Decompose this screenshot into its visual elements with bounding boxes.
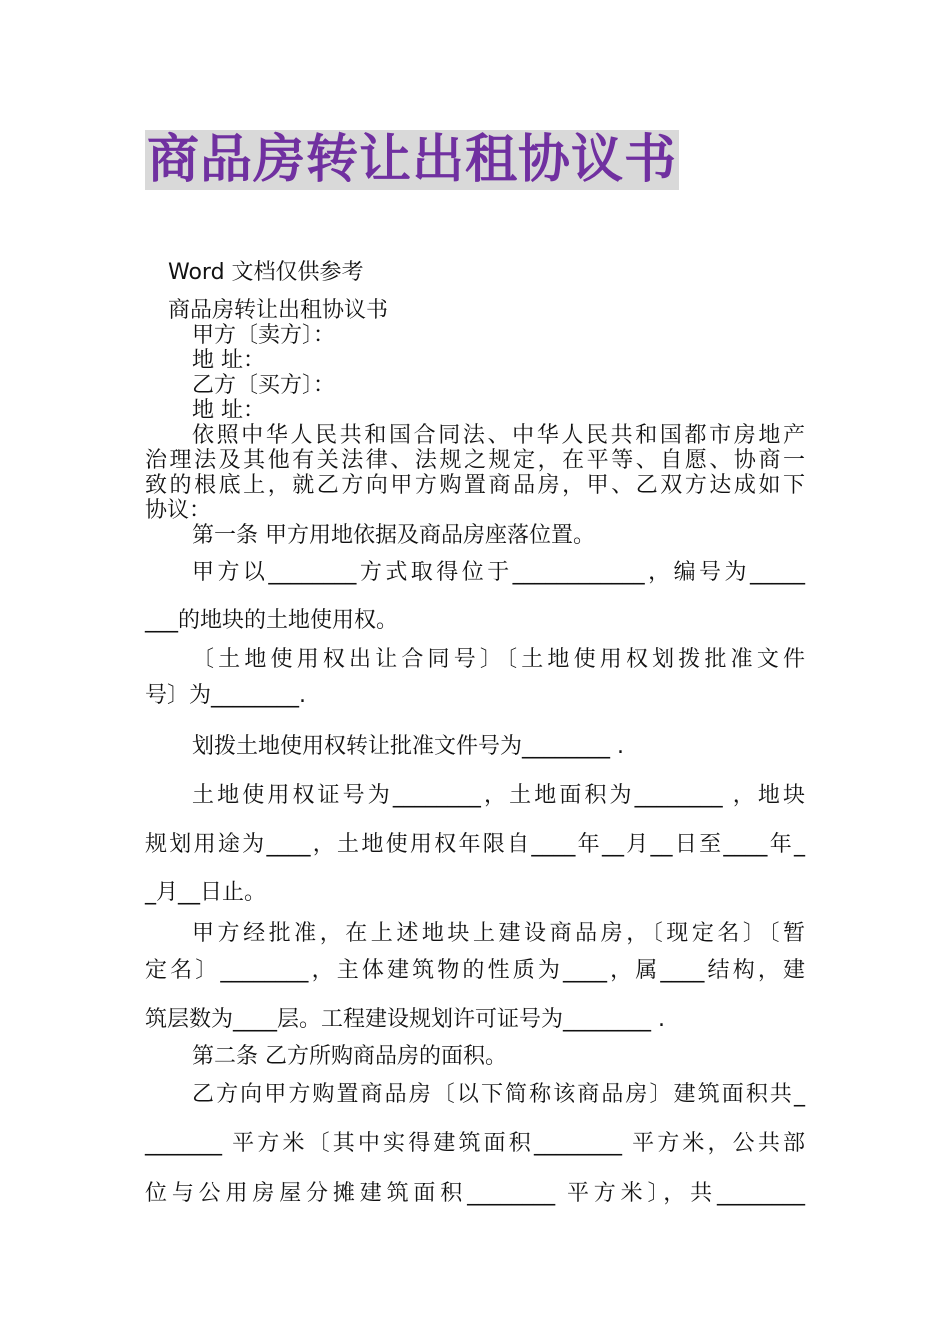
- party-a-label: 甲方〔卖方〕：: [192, 323, 336, 348]
- body-line: _月__日止。: [145, 880, 267, 905]
- intro-line: 致的根底上，就乙方向甲方购置商品房，甲、乙双方达成如下: [145, 473, 805, 498]
- address-a-label: 地 址：: [192, 348, 265, 373]
- body-line: 规划用途为____，土地使用权年限自____年__月__日至____年_: [145, 832, 805, 857]
- body-line: 划拨土地使用权转让批准文件号为________ .: [192, 734, 624, 759]
- document-title: 商品房转让出租协议书: [147, 130, 678, 190]
- intro-line: 协议：: [145, 498, 212, 523]
- header-note: Word 文档仅供参考: [168, 260, 364, 285]
- body-line: ___的地块的土地使用权。: [145, 608, 399, 633]
- document-title-highlight: [145, 130, 679, 190]
- article-2-title: 第二条 乙方所购商品房的面积。: [192, 1044, 507, 1069]
- body-line: 土地使用权证号为________，土地面积为________ ，地块: [192, 783, 805, 808]
- body-line: _______ 平方米〔其中实得建筑面积________ 平方米，公共部: [145, 1131, 805, 1156]
- body-line: 号〕为________.: [145, 683, 306, 708]
- intro-line: 治理法及其他有关法律、法规之规定，在平等、自愿、协商一: [145, 448, 805, 473]
- address-b-label: 地 址：: [192, 398, 265, 423]
- body-line: 乙方向甲方购置商品房〔以下简称该商品房〕建筑面积共_: [192, 1082, 805, 1107]
- subtitle: 商品房转让出租协议书: [168, 298, 389, 323]
- body-line: 甲方以________方式取得位于____________，编号为_____: [192, 560, 805, 585]
- body-line: 〔土地使用权出让合同号〕〔土地使用权划拨批准文件: [192, 647, 805, 672]
- party-b-label: 乙方〔买方〕：: [192, 373, 336, 398]
- body-line: 筑层数为____层。工程建设规划许可证号为________ .: [145, 1007, 665, 1032]
- body-line: 甲方经批准，在上述地块上建设商品房，〔现定名〕〔暂: [192, 921, 805, 946]
- body-line: 定名〕________，主体建筑物的性质为____，属____结构，建: [145, 958, 805, 983]
- intro-line: 依照中华人民共和国合同法、中华人民共和国都市房地产: [192, 423, 805, 448]
- article-1-title: 第一条 甲方用地依据及商品房座落位置。: [192, 523, 595, 548]
- body-line: 位与公用房屋分摊建筑面积________ 平方米〕，共________: [145, 1181, 805, 1206]
